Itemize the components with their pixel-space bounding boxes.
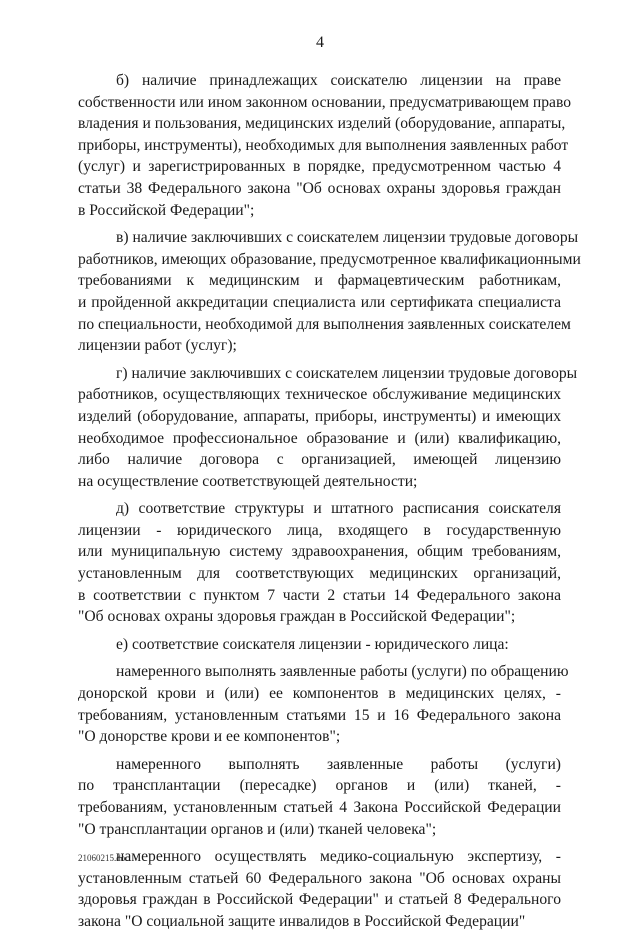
text-line: по специальности, необходимой для выполнения заявленных соискателем	[78, 315, 571, 333]
text-line: требованиями к медицинским и фармацевтическим работникам,	[78, 272, 561, 290]
text-line: требованиям, установленным статьями 15 и 16 Федерального закона	[78, 706, 561, 724]
paragraph	[78, 846, 561, 932]
text-line: изделий (оборудование, аппараты, приборы, инструменты) и имеющих	[78, 407, 561, 425]
text-line: донорской крови и (или) ее компонентов в медицинских целях, -	[78, 685, 561, 703]
text-line: установленным для соответствующих медицинских организаций,	[78, 565, 561, 583]
text-line: г) наличие заключивших с соискателем лицензии трудовые договоры	[116, 364, 578, 382]
paragraph	[78, 498, 561, 628]
text-line: в) наличие заключивших с соискателем лицензии трудовые договоры	[116, 229, 579, 247]
text-line: требованиям, установленным статьей 4 Закона Российской Федерации	[78, 799, 561, 816]
document-body	[78, 70, 581, 933]
text-line: и пройденной аккредитации специалиста или сертификата специалиста	[78, 293, 561, 311]
text-line: намеренного осуществлять медико-социальную экспертизу, -	[116, 848, 561, 866]
page-number: 4	[316, 34, 324, 51]
paragraph	[78, 634, 561, 656]
text-line: лицензии - юридического лица, входящего в государственную	[78, 521, 561, 539]
paragraph	[78, 661, 569, 747]
text-line: (услуг) и зарегистрированных в порядке, предусмотренном частью 4	[78, 158, 561, 176]
text-line: в соответствии с пунктом 7 части 2 статьи 14 Федерального закона	[78, 586, 561, 604]
text-line: здоровья граждан в Российской Федерации" и статьей 8 Федерального	[78, 891, 561, 909]
text-line: работников, имеющих образование, предусмотренное квалификационными	[78, 250, 581, 268]
text-line: работников, осуществляющих техническое обслуживание медицинских	[78, 386, 561, 404]
text-line: "О трансплантации органов и (или) тканей человека";	[78, 820, 437, 838]
paragraph	[78, 227, 581, 357]
text-line: владения и пользования, медицинских изделий (оборудование, аппараты,	[78, 115, 566, 133]
text-line: намеренного выполнять заявленные работы (услуги)	[116, 755, 561, 773]
text-line: лицензии работ (услуг);	[78, 337, 237, 355]
text-line: намеренного выполнять заявленные работы (услуги) по обращению	[116, 663, 569, 681]
text-line: статьи 38 Федерального закона "Об основах охраны здоровья граждан	[78, 179, 561, 197]
text-line: установленным статьей 60 Федерального закона "Об основах охраны	[78, 869, 561, 887]
text-line: необходимое профессиональное образование и (или) квалификацию,	[78, 429, 561, 447]
text-line: или муниципальную систему здравоохранения, общим требованиям,	[78, 543, 561, 561]
text-line: "О донорстве крови и ее компонентов";	[78, 728, 341, 746]
text-line: по трансплантации (пересадке) органов и (или) тканей, -	[78, 777, 561, 795]
text-line: либо наличие договора с организацией, имеющей лицензию	[78, 451, 561, 469]
text-line: д) соответствие структуры и штатного расписания соискателя	[116, 500, 561, 518]
text-line: в Российской Федерации";	[78, 201, 255, 219]
paragraph	[78, 754, 561, 840]
text-line: на осуществление соответствующей деятельности;	[78, 472, 418, 490]
text-line: собственности или ином законном основании, предусматривающем право	[78, 93, 572, 111]
text-line: закона "О социальной защите инвалидов в Российской Федерации"	[78, 912, 526, 930]
text-line: "Об основах охраны здоровья граждан в Российской Федерации";	[78, 608, 516, 626]
text-line: приборы, инструменты), необходимых для выполнения заявленных работ	[78, 136, 569, 154]
paragraph	[78, 363, 578, 493]
paragraph	[78, 70, 572, 221]
file-name-footer: 21060215.doc	[78, 853, 130, 863]
text-line: б) наличие принадлежащих соискателю лицензии на праве	[116, 72, 561, 89]
text-line: е) соответствие соискателя лицензии - юридического лица:	[116, 635, 509, 653]
